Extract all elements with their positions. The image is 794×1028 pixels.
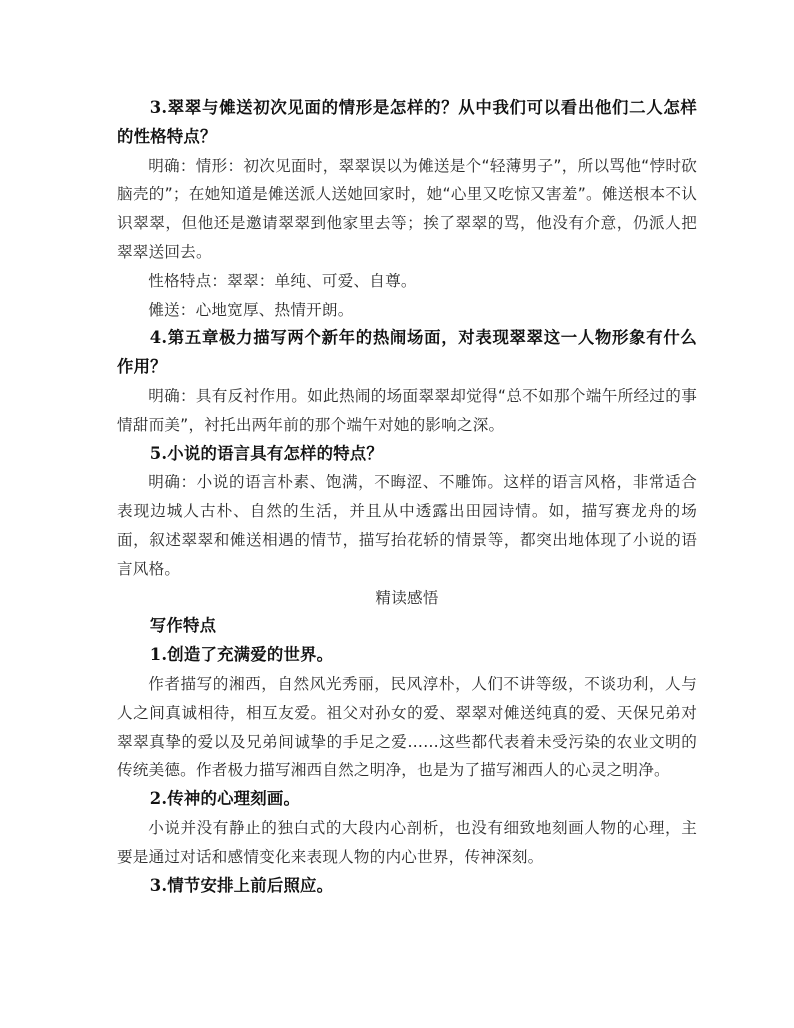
question-3-trait-nuosong: 傩送：心地宽厚、热情开朗。 bbox=[148, 300, 354, 319]
point-2-body: 小说并没有静止的独白式的大段内心剖析，也没有细致地刻画人物的心理，主要是通过对话和感情变化来表现人物的内心世界，传神深刻。 bbox=[117, 818, 697, 866]
question-4-answer: 明确：具有反衬作用。如此热闹的场面翠翠却觉得“总不如那个端午所经过的事情甜而美”，衬托出两年前的那个端午对她的影响之深。 bbox=[117, 386, 697, 434]
question-3-heading: 3.翠翠与傩送初次见面的情形是怎样的？从中我们可以看出他们二人怎样的性格特点？ bbox=[117, 98, 697, 146]
subsection-title: 写作特点 bbox=[149, 616, 217, 636]
question-5-answer: 明确：小说的语言朴素、饱满，不晦涩、不雕饰。这样的语言风格，非常适合表现边城人古朴、自然的生活，并且从中透露出田园诗情。如，描写赛龙舟的场面，叙述翠翠和傩送相遇的情节，描写抬花轿的情景等，都突出地体现了小说的语言风格。 bbox=[117, 473, 697, 578]
question-5-heading: 5.小说的语言具有怎样的特点？ bbox=[149, 443, 383, 463]
question-3-answer: 明确：情形：初次见面时，翠翠误以为傩送是个“轻薄男子”，所以骂他“悖时砍脑壳的”；在她知道是傩送派人送她回家时，她“心里又吃惊又害羞”。傩送根本不认识翠翠，但他还是邀请翠翠到他家里去等；挨了翠翠的骂，他没有介意，仍派人把翠翠送回去。 bbox=[117, 156, 697, 261]
section-title: 精读感悟 bbox=[375, 588, 439, 607]
point-1-body: 作者描写的湘西，自然风光秀丽，民风淳朴，人们不讲等级，不谈功利，人与人之间真诚相待，相互友爱。祖父对孙女的爱、翠翠对傩送纯真的爱、天保兄弟对翠翠真挚的爱以及兄弟间诚挚的手足之爱……这些都代表着未受污染的农业文明的传统美德。作者极力描写湘西自然之明净，也是为了描写湘西人的心灵之明净。 bbox=[117, 674, 697, 780]
point-2-heading: 2.传神的心理刻画。 bbox=[149, 789, 301, 809]
question-4-heading: 4.第五章极力描写两个新年的热闹场面，对表现翠翠这一人物形象有什么作用？ bbox=[117, 328, 697, 377]
point-3-heading: 3.情节安排上前后照应。 bbox=[149, 875, 334, 895]
question-3-trait-cuicui: 性格特点：翠翠：单纯、可爱、自尊。 bbox=[148, 271, 417, 290]
document-body bbox=[117, 94, 697, 900]
point-1-heading: 1.创造了充满爱的世界。 bbox=[149, 645, 334, 665]
